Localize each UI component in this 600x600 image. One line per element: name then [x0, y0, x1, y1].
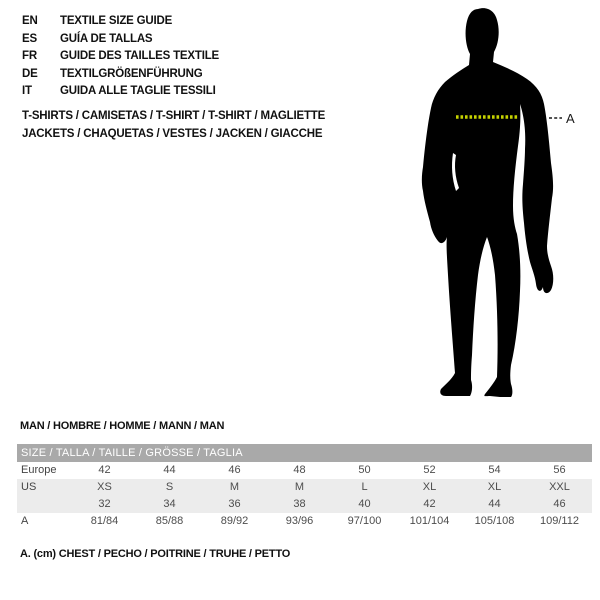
size-cell: 44 — [163, 464, 176, 476]
size-cell: 85/88 — [155, 515, 184, 527]
language-row-es — [22, 31, 219, 49]
size-cell: 101/104 — [409, 515, 450, 527]
language-label: TEXTILGRÖßENFÜHRUNG — [60, 67, 203, 80]
size-table-header: SIZE / TALLA / TAILLE / GRÖSSE / TAGLIA — [17, 444, 592, 462]
language-code: FR — [22, 50, 37, 62]
row-label: US — [21, 481, 37, 493]
table-row-europe — [17, 462, 592, 479]
table-row-us — [17, 479, 592, 496]
category-line-tshirts: T-SHIRTS / CAMISETAS / T-SHIRT / T-SHIRT / MAGLIETTE — [22, 110, 326, 122]
size-cell: 54 — [488, 464, 501, 476]
size-cell: 52 — [423, 464, 436, 476]
measurement-footnote: A. (cm) CHEST / PECHO / POITRINE / TRUHE / PETTO — [20, 548, 291, 560]
size-cell: L — [361, 481, 368, 493]
size-cell: XS — [97, 481, 112, 493]
size-cell: 97/100 — [347, 515, 382, 527]
man-body-shape — [422, 8, 553, 397]
size-cell: 46 — [553, 498, 566, 510]
size-cell: 50 — [358, 464, 371, 476]
category-list — [22, 108, 325, 143]
row-label — [17, 496, 72, 513]
size-cell: M — [229, 481, 240, 493]
language-code: ES — [22, 32, 37, 45]
language-code: DE — [22, 67, 38, 80]
language-label: GUÍA DE TALLAS — [60, 32, 153, 45]
size-cell: 42 — [98, 464, 111, 476]
size-cell: 56 — [553, 464, 566, 476]
table-row-chest-cm — [17, 513, 592, 530]
size-cell: 93/96 — [285, 515, 314, 527]
size-cell: 46 — [228, 464, 241, 476]
size-cell: S — [165, 481, 174, 493]
size-cell: 38 — [293, 498, 306, 510]
row-label: Europe — [21, 464, 57, 476]
size-cell: XL — [422, 481, 437, 493]
size-cell: 44 — [488, 498, 501, 510]
language-code: IT — [22, 85, 32, 97]
size-cell: 40 — [358, 498, 371, 510]
language-code: EN — [22, 15, 38, 27]
size-cell: 42 — [423, 498, 436, 510]
size-cell: 32 — [98, 498, 111, 510]
section-label-man: MAN / HOMBRE / HOMME / MANN / MAN — [20, 420, 225, 432]
table-row-us-numeric — [17, 496, 592, 513]
language-row-en — [22, 13, 219, 31]
figure-container — [410, 5, 600, 397]
size-cell: XL — [487, 481, 502, 493]
measure-label-a: A — [566, 111, 575, 126]
language-row-de — [22, 66, 219, 84]
language-label: GUIDA ALLE TAGLIE TESSILI — [60, 85, 216, 97]
size-cell: 34 — [163, 498, 176, 510]
man-silhouette — [410, 5, 600, 397]
size-cell: 105/108 — [474, 515, 515, 527]
size-cell: 48 — [293, 464, 306, 476]
language-row-it — [22, 83, 219, 101]
language-label: GUIDE DES TAILLES TEXTILE — [60, 50, 219, 62]
size-cell: 109/112 — [540, 515, 579, 527]
size-cell: 36 — [228, 498, 241, 510]
size-table — [17, 444, 592, 530]
row-label: A — [21, 515, 29, 527]
size-cell: M — [294, 481, 305, 493]
size-cell: XXL — [549, 481, 570, 493]
size-cell: 81/84 — [90, 515, 119, 527]
category-line-jackets: JACKETS / CHAQUETAS / VESTES / JACKEN / GIACCHE — [22, 127, 323, 140]
language-label: TEXTILE SIZE GUIDE — [60, 15, 173, 27]
language-list — [22, 13, 219, 101]
size-cell: 89/92 — [220, 515, 249, 527]
language-row-fr — [22, 48, 219, 66]
